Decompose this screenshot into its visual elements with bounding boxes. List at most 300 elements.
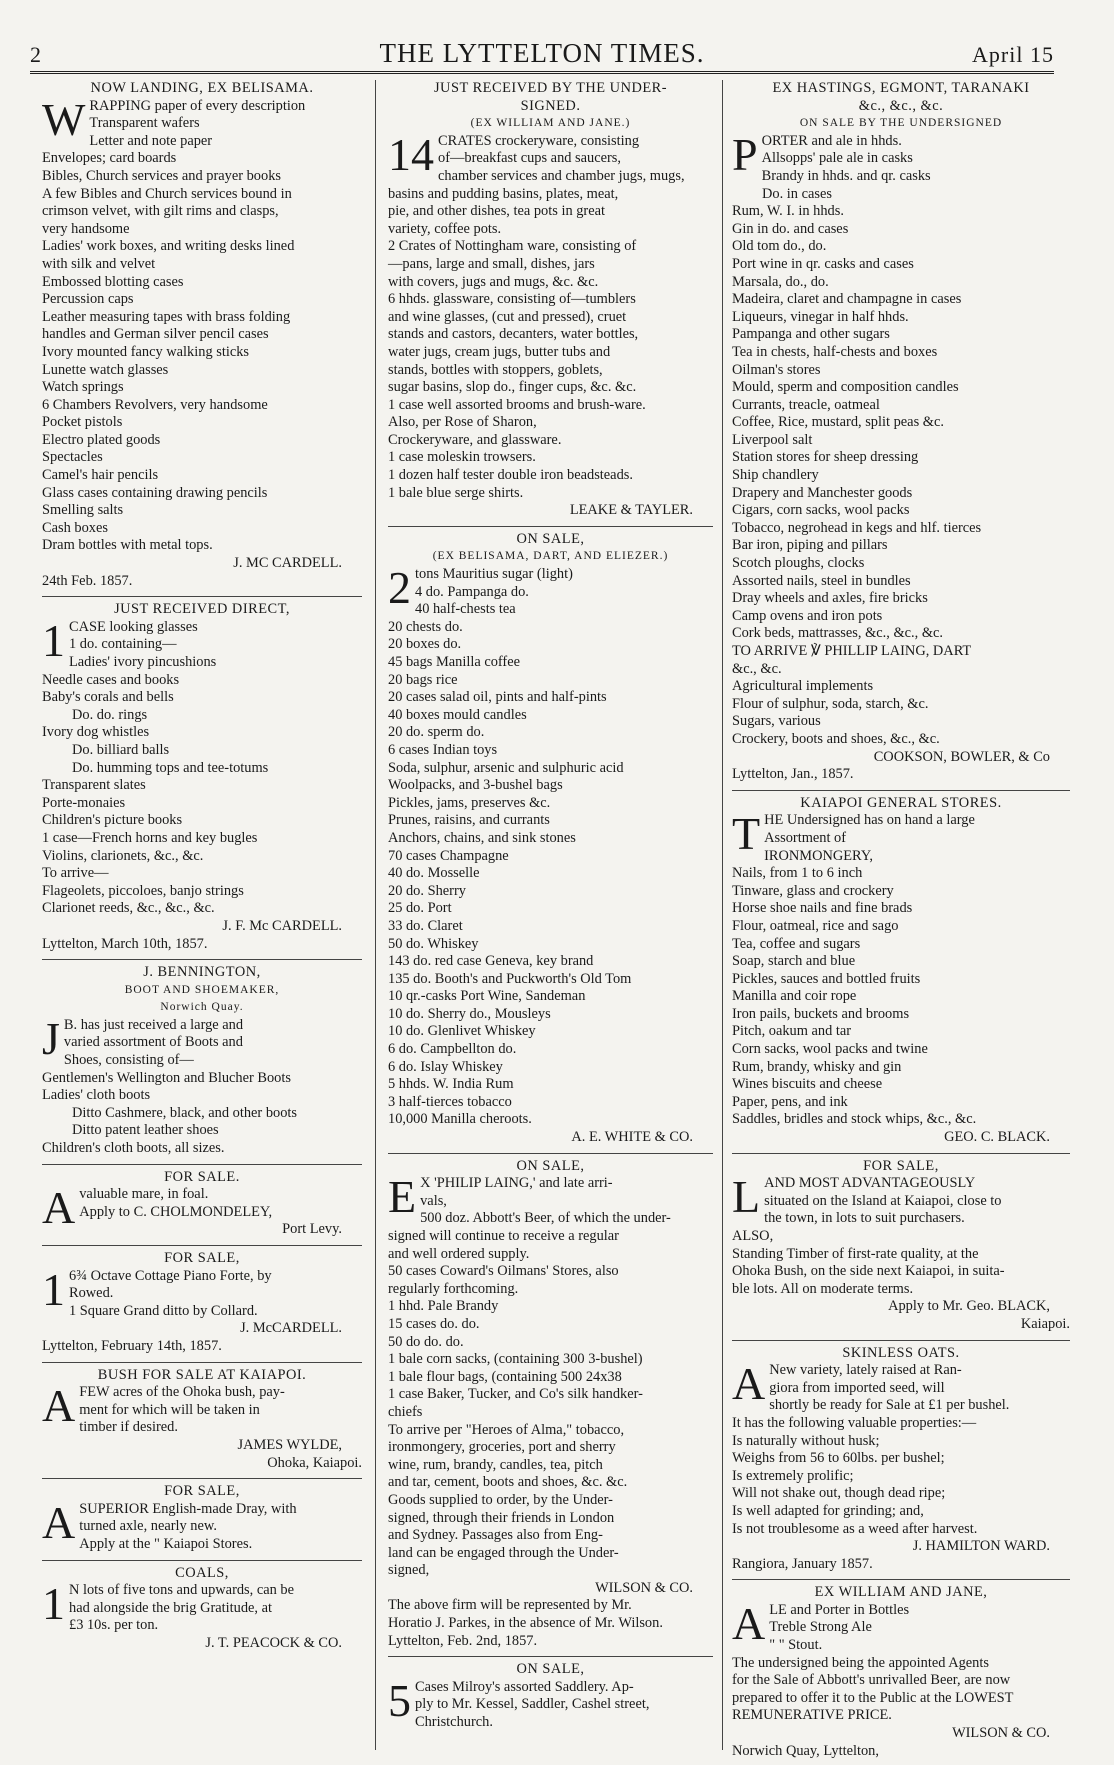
ad-separator bbox=[42, 1245, 362, 1246]
ad-line: Christchurch. bbox=[415, 1714, 493, 1731]
ad-line: 6 do. Islay Whiskey bbox=[388, 1058, 503, 1075]
ad-line: Old tom do., do. bbox=[732, 238, 827, 255]
ad-line: X 'PHILIP LAING,' and late arri- bbox=[420, 1175, 613, 1192]
ad-heading: BUSH FOR SALE AT KAIAPOI. bbox=[97, 1366, 307, 1383]
ad-line: Bibles, Church services and prayer books bbox=[42, 167, 281, 184]
ad-line: Wines biscuits and cheese bbox=[732, 1076, 883, 1093]
ad-line: Cash boxes bbox=[42, 519, 108, 536]
ad-line: Flour, oatmeal, rice and sago bbox=[732, 917, 899, 934]
ad-line: the town, in lots to suit purchasers. bbox=[764, 1210, 965, 1227]
ad-line: Goods supplied to order, by the Under- bbox=[388, 1491, 613, 1508]
column-divider bbox=[375, 80, 376, 1750]
ad-line: Assorted nails, steel in bundles bbox=[732, 572, 911, 589]
ad-line: Electro plated goods bbox=[42, 431, 161, 448]
ad-heading: COALS, bbox=[175, 1564, 229, 1581]
ad-line: 1 hhd. Pale Brandy bbox=[388, 1298, 499, 1315]
ad-line: CASE looking glasses bbox=[69, 618, 198, 635]
ad-line: Apply at the " Kaiapoi Stores. bbox=[79, 1535, 253, 1552]
ad-separator bbox=[42, 959, 362, 960]
ad-line: Watch springs bbox=[42, 379, 124, 396]
ad-line: Pampanga and other sugars bbox=[732, 326, 890, 343]
ad-signature-place: Ohoka, Kaiapoi. bbox=[267, 1454, 362, 1471]
ad-line: Rum, brandy, whisky and gin bbox=[732, 1058, 902, 1075]
ad-line: LE and Porter in Bottles bbox=[769, 1601, 910, 1618]
ad-line: and wine glasses, (cut and pressed), cruet bbox=[388, 308, 627, 325]
drop-capital: 14 bbox=[388, 128, 434, 180]
drop-capital: J bbox=[42, 1012, 60, 1064]
advertisement bbox=[42, 964, 362, 1158]
ad-line: Soap, starch and blue bbox=[732, 953, 856, 970]
ad-heading: JUST RECEIVED BY THE UNDER- bbox=[433, 80, 668, 96]
ad-signature: J. T. PEACOCK & CO. bbox=[205, 1634, 342, 1651]
ad-line: turned axle, nearly new. bbox=[79, 1518, 217, 1535]
ad-line: 1 Square Grand ditto by Collard. bbox=[69, 1302, 258, 1319]
ad-line: shortly be ready for Sale at £1 per bushel. bbox=[769, 1397, 1010, 1414]
ad-date: Lyttelton, March 10th, 1857. bbox=[42, 935, 208, 952]
ad-line: Allsopps' pale ale in casks bbox=[761, 150, 913, 167]
ad-heading: ON SALE, bbox=[516, 1661, 585, 1678]
ad-line: Cases Milroy's assorted Saddlery. Ap- bbox=[415, 1678, 634, 1695]
ad-separator bbox=[732, 1579, 1070, 1580]
ad-line: signed, bbox=[388, 1562, 430, 1579]
ad-line: Tinware, glass and crockery bbox=[732, 882, 894, 899]
advertisement bbox=[42, 1169, 362, 1239]
ad-line: 6 hhds. glassware, consisting of—tumblers bbox=[388, 291, 636, 308]
ad-line: 20 do. sperm do. bbox=[388, 724, 485, 741]
ad-signature: J. MC CARDELL. bbox=[233, 555, 342, 572]
ad-subheading: (EX BELISAMA, DART, AND ELIEZER.) bbox=[432, 550, 669, 563]
ad-line: Shoes, consisting of— bbox=[63, 1052, 194, 1069]
ad-line: Children's cloth boots, all sizes. bbox=[42, 1140, 225, 1157]
ad-line: 1 dozen half tester double iron beadsteads. bbox=[388, 467, 633, 484]
ad-line: chamber services and chamber jugs, mugs, bbox=[438, 167, 685, 184]
ad-line: HE Undersigned has on hand a large bbox=[764, 812, 975, 829]
ad-line: wine, rum, brandy, candles, tea, pitch bbox=[388, 1456, 603, 1473]
ad-line: Flour of sulphur, soda, starch, &c. bbox=[732, 695, 929, 712]
ad-line: Tobacco, negrohead in kegs and hlf. tierces bbox=[732, 519, 982, 536]
ad-line: 25 do. Port bbox=[388, 900, 452, 917]
ad-line: handles and German silver pencil cases bbox=[42, 326, 269, 343]
ad-signature: Port Levy. bbox=[282, 1221, 342, 1238]
drop-capital: A bbox=[42, 1182, 76, 1234]
ad-line: Soda, sulphur, arsenic and sulphuric acid bbox=[388, 759, 624, 776]
ad-line: crimson velvet, with gilt rims and clasps, bbox=[42, 203, 279, 220]
ad-line: Leather measuring tapes with brass folding bbox=[42, 308, 291, 325]
ad-line: Gentlemen's Wellington and Blucher Boots bbox=[42, 1069, 291, 1086]
ad-line: Violins, clarionets, &c., &c. bbox=[42, 847, 204, 864]
ad-line: CRATES crockeryware, consisting bbox=[438, 132, 640, 149]
ad-line: Mould, sperm and composition candles bbox=[732, 379, 959, 396]
drop-capital: T bbox=[732, 808, 761, 860]
ad-line: Horatio J. Parkes, in the absence of Mr. Wilson. bbox=[388, 1615, 663, 1632]
ad-line: 50 do. Whiskey bbox=[388, 935, 479, 952]
drop-capital: 1 bbox=[42, 1263, 65, 1315]
newspaper-title: THE LYTTELTON TIMES. bbox=[379, 38, 705, 68]
ad-line: Assortment of bbox=[764, 829, 847, 846]
ad-line: 6¾ Octave Cottage Piano Forte, by bbox=[69, 1267, 272, 1284]
ad-subheading: (EX WILLIAM AND JANE.) bbox=[470, 117, 631, 130]
ad-separator bbox=[732, 790, 1070, 791]
ad-line: giora from imported seed, will bbox=[769, 1379, 945, 1396]
ad-signature: J. McCARDELL. bbox=[240, 1320, 342, 1337]
ad-line: New variety, lately raised at Ran- bbox=[769, 1362, 962, 1379]
ad-line: " " Stout. bbox=[769, 1637, 823, 1654]
ad-signature: GEO. C. BLACK. bbox=[944, 1129, 1050, 1146]
ad-line: 20 chests do. bbox=[388, 618, 463, 635]
ad-date: Norwich Quay, Lyttelton, bbox=[732, 1742, 879, 1759]
ad-line: Madeira, claret and champagne in cases bbox=[732, 291, 962, 308]
ad-line: 1 case Baker, Tucker, and Co's silk handker- bbox=[388, 1386, 643, 1403]
ad-line: Ditto patent leather shoes bbox=[72, 1122, 219, 1139]
ad-line: Will not shake out, though dead ripe; bbox=[732, 1485, 946, 1502]
ad-signature: COOKSON, BOWLER, & Co bbox=[873, 748, 1050, 765]
column-1 bbox=[42, 80, 362, 1750]
advertisement bbox=[42, 80, 362, 590]
ad-line: Drapery and Manchester goods bbox=[732, 484, 913, 501]
ad-heading: KAIAPOI GENERAL STORES. bbox=[800, 794, 1002, 811]
ad-line: 4 do. Pampanga do. bbox=[415, 583, 529, 600]
ad-separator bbox=[732, 1153, 1070, 1154]
ad-line: Camel's hair pencils bbox=[42, 467, 159, 484]
ad-line: 10 do. Sherry do., Mousleys bbox=[388, 1005, 551, 1022]
ad-line: 1 bale corn sacks, (containing 300 3-bushel) bbox=[388, 1351, 643, 1368]
ad-line: Treble Strong Ale bbox=[769, 1619, 872, 1636]
ad-line: Brandy in hhds. and qr. casks bbox=[761, 167, 931, 184]
drop-capital: A bbox=[732, 1358, 766, 1410]
ad-line: Crockery, boots and shoes, &c., &c. bbox=[732, 730, 940, 747]
ad-date: 24th Feb. 1857. bbox=[42, 572, 133, 589]
ad-heading-cont: SIGNED. bbox=[520, 97, 581, 114]
ad-line: Pitch, oakum and tar bbox=[732, 1023, 852, 1040]
ad-line: Percussion caps bbox=[42, 291, 134, 308]
advertisement bbox=[732, 1158, 1070, 1334]
ad-signature: LEAKE & TAYLER. bbox=[569, 502, 693, 519]
ad-line: Currants, treacle, oatmeal bbox=[732, 396, 880, 413]
ad-line: RAPPING paper of every description bbox=[89, 97, 306, 114]
ad-line: Iron pails, buckets and brooms bbox=[732, 1005, 910, 1022]
ad-line: 6 Chambers Revolvers, very handsome bbox=[42, 396, 268, 413]
ad-line: 143 do. red case Geneva, key brand bbox=[388, 953, 594, 970]
ad-line: Gin in do. and cases bbox=[732, 220, 849, 237]
ad-heading: EX WILLIAM AND JANE, bbox=[814, 1584, 988, 1601]
ad-line: To arrive— bbox=[42, 865, 109, 882]
advertisement bbox=[42, 1483, 362, 1553]
ad-separator bbox=[388, 1153, 713, 1154]
ad-line: 1 do. containing— bbox=[69, 636, 177, 653]
drop-capital: 5 bbox=[388, 1674, 411, 1726]
ad-line: To arrive per "Heroes of Alma," tobacco, bbox=[388, 1421, 625, 1438]
ad-heading: ON SALE, bbox=[516, 530, 585, 547]
ad-signature: WILSON & CO. bbox=[952, 1725, 1050, 1742]
ad-line: Port wine in qr. casks and cases bbox=[732, 255, 914, 272]
ad-line: 135 do. Booth's and Puckworth's Old Tom bbox=[388, 970, 632, 987]
ad-line: Rum, W. I. in hhds. bbox=[732, 203, 844, 220]
ad-line: REMUNERATIVE PRICE. bbox=[732, 1707, 892, 1724]
ad-subheading: ON SALE BY THE UNDERSIGNED bbox=[799, 117, 1003, 130]
ad-line: and well ordered supply. bbox=[388, 1245, 530, 1262]
ad-line: AND MOST ADVANTAGEOUSLY bbox=[764, 1175, 976, 1192]
ad-line: Flageolets, piccoloes, banjo strings bbox=[42, 882, 244, 899]
ad-line: 20 cases salad oil, pints and half-pints bbox=[388, 689, 607, 706]
advertisement bbox=[42, 601, 362, 953]
advertisement bbox=[388, 531, 713, 1147]
ad-line: Ship chandlery bbox=[732, 467, 819, 484]
ad-line: Transparent wafers bbox=[89, 115, 200, 132]
ad-line: Rowed. bbox=[69, 1285, 114, 1302]
advertisement bbox=[388, 1661, 713, 1731]
ad-line: 70 cases Champagne bbox=[388, 847, 509, 864]
ad-line: and tar, cement, boots and shoes, &c. &c. bbox=[388, 1474, 628, 1491]
drop-capital: A bbox=[732, 1597, 766, 1649]
ad-line: Ivory mounted fancy walking sticks bbox=[42, 343, 250, 360]
issue-date: April 15 bbox=[972, 42, 1054, 67]
ad-line: IRONMONGERY, bbox=[764, 847, 873, 864]
ad-line: Anchors, chains, and sink stones bbox=[388, 829, 576, 846]
ad-line: pie, and other dishes, tea pots in great bbox=[388, 203, 605, 220]
ad-line: Paper, pens, and ink bbox=[732, 1093, 848, 1110]
ad-line: 50 cases Coward's Oilmans' Stores, also bbox=[388, 1263, 619, 1280]
ad-line: regularly forthcoming. bbox=[388, 1280, 519, 1297]
ad-line: Bar iron, piping and pillars bbox=[732, 537, 888, 554]
ad-line: 3 half-tierces tobacco bbox=[388, 1093, 512, 1110]
ad-line: and Sydney. Passages also from Eng- bbox=[388, 1527, 603, 1544]
ad-line: 5 hhds. W. India Rum bbox=[388, 1076, 514, 1093]
ad-line: Manilla and coir rope bbox=[732, 988, 857, 1005]
advertisement bbox=[732, 795, 1070, 1147]
ad-signature: Apply to Mr. Geo. BLACK, bbox=[888, 1298, 1050, 1315]
ad-line: chiefs bbox=[388, 1403, 423, 1420]
ad-line: 20 bags rice bbox=[388, 671, 458, 688]
ad-line: &c., &c. bbox=[732, 660, 782, 677]
ad-line: 10 do. Glenlivet Whiskey bbox=[388, 1023, 536, 1040]
ad-line: Crockeryware, and glassware. bbox=[388, 431, 562, 448]
ad-date: Lyttelton, February 14th, 1857. bbox=[42, 1337, 222, 1354]
ad-line: varied assortment of Boots and bbox=[63, 1034, 243, 1051]
ad-signature: J. HAMILTON WARD. bbox=[912, 1538, 1050, 1555]
ad-line: 33 do. Claret bbox=[388, 917, 463, 934]
ad-line: of—breakfast cups and saucers, bbox=[438, 150, 622, 167]
ad-line: Embossed blotting cases bbox=[42, 273, 184, 290]
ad-heading: SKINLESS OATS. bbox=[842, 1344, 960, 1361]
drop-capital: E bbox=[388, 1171, 417, 1223]
ad-line: water jugs, cream jugs, butter tubs and bbox=[388, 343, 611, 360]
ad-signature: WILSON & CO. bbox=[595, 1579, 693, 1596]
ad-line: 1 case moleskin trowsers. bbox=[388, 449, 536, 466]
ad-signature: A. E. WHITE & CO. bbox=[571, 1129, 693, 1146]
ad-line: signed, through their friends in London bbox=[388, 1509, 615, 1526]
ad-heading: J. BENNINGTON, bbox=[143, 964, 261, 981]
column-2 bbox=[388, 80, 713, 1750]
ad-signature: J. F. Mc CARDELL. bbox=[222, 917, 342, 934]
ad-line: 6 do. Campbellton do. bbox=[388, 1041, 517, 1058]
ad-line: Cigars, corn sacks, wool packs bbox=[732, 502, 910, 519]
ad-line: 1 case—French horns and key bugles bbox=[42, 829, 258, 846]
ad-line: Is naturally without husk; bbox=[732, 1432, 880, 1449]
ad-line: 20 do. Sherry bbox=[388, 882, 466, 899]
page-number: 2 bbox=[30, 42, 41, 67]
ad-line: Also, per Rose of Sharon, bbox=[388, 414, 537, 431]
ad-line: Standing Timber of first-rate quality, at the bbox=[732, 1245, 979, 1262]
ad-line: Woolpacks, and 3-bushel bags bbox=[388, 777, 563, 794]
drop-capital: 1 bbox=[42, 1578, 65, 1630]
ad-heading: FOR SALE. bbox=[164, 1168, 240, 1185]
ad-line: stands and castors, decanters, water bottles, bbox=[388, 326, 639, 343]
ad-line: Apply to C. CHOLMONDELEY, bbox=[79, 1203, 273, 1220]
ad-line: Horse shoe nails and fine brads bbox=[732, 900, 913, 917]
advertisement bbox=[42, 1565, 362, 1653]
drop-capital: 2 bbox=[388, 562, 411, 614]
ad-line: ply to Mr. Kessel, Saddler, Cashel street, bbox=[415, 1696, 650, 1713]
ad-line: tons Mauritius sugar (light) bbox=[415, 566, 573, 583]
ad-line: N lots of five tons and upwards, can be bbox=[69, 1582, 295, 1599]
ad-line: SUPERIOR English-made Dray, with bbox=[79, 1500, 297, 1517]
ad-heading-cont: &c., &c., &c. bbox=[858, 97, 944, 114]
advertisement bbox=[732, 1584, 1070, 1760]
ad-line: It has the following valuable properties:— bbox=[732, 1414, 977, 1431]
ad-line: TO ARRIVE ℣ PHILLIP LAING, DART bbox=[732, 643, 972, 659]
ad-line: ironmongery, groceries, port and sherry bbox=[388, 1439, 616, 1456]
ad-line: 40 half-chests tea bbox=[415, 601, 516, 618]
ad-line: Letter and note paper bbox=[89, 132, 213, 149]
ad-line: Envelopes; card boards bbox=[42, 150, 177, 167]
ad-line: very handsome bbox=[42, 220, 130, 237]
ad-line: Baby's corals and bells bbox=[42, 689, 174, 706]
ad-line: Do. in cases bbox=[762, 185, 832, 202]
ad-signature-place: Kaiapoi. bbox=[1020, 1315, 1070, 1332]
ad-line: for the Sale of Abbott's unrivalled Beer, are now bbox=[732, 1672, 1011, 1689]
masthead bbox=[30, 38, 1054, 74]
ad-line: sugar basins, slop do., finger cups, &c. &c. bbox=[388, 379, 637, 396]
ad-line: Camp ovens and iron pots bbox=[732, 607, 883, 624]
ad-line: had alongside the brig Gratitude, at bbox=[69, 1599, 273, 1616]
ad-line: 20 boxes do. bbox=[388, 636, 462, 653]
ad-line: A few Bibles and Church services bound in bbox=[42, 185, 292, 202]
ad-line: Saddles, bridles and stock whips, &c., &c. bbox=[732, 1111, 977, 1128]
ad-separator bbox=[388, 1656, 713, 1657]
ad-line: 40 boxes mould candles bbox=[388, 706, 527, 723]
ad-line: with covers, jugs and mugs, &c. &c. bbox=[388, 273, 599, 290]
ad-line: ment for which will be taken in bbox=[79, 1401, 260, 1418]
ad-line: 500 doz. Abbott's Beer, of which the under- bbox=[420, 1210, 671, 1227]
ad-heading: ON SALE, bbox=[516, 1157, 585, 1174]
ad-line: The above firm will be represented by Mr. bbox=[388, 1597, 632, 1614]
ad-heading: FOR SALE, bbox=[164, 1250, 240, 1266]
ad-line: Tea, coffee and sugars bbox=[732, 935, 861, 952]
ad-separator bbox=[42, 596, 362, 597]
ad-line: prepared to offer it to the Public at the LOWEST bbox=[732, 1689, 1014, 1706]
ad-line: ORTER and ale in hhds. bbox=[761, 132, 902, 149]
drop-capital: L bbox=[732, 1171, 761, 1223]
ad-heading: JUST RECEIVED DIRECT, bbox=[114, 601, 290, 618]
ad-heading: FOR SALE, bbox=[863, 1157, 939, 1174]
ad-line: Clarionet reeds, &c., &c., &c. bbox=[42, 900, 215, 917]
ad-line: 1 bale flour bags, (containing 500 24x38 bbox=[388, 1368, 622, 1385]
ad-date: Rangiora, January 1857. bbox=[732, 1555, 873, 1572]
ad-line: Ladies' work boxes, and writing desks lined bbox=[42, 238, 295, 255]
ad-heading: NOW LANDING, EX BELISAMA. bbox=[90, 80, 314, 96]
ad-line: ALSO, bbox=[732, 1228, 774, 1244]
ad-signature: JAMES WYLDE, bbox=[237, 1436, 342, 1453]
ad-line: 10,000 Manilla cheroots. bbox=[388, 1111, 532, 1128]
ad-line: Pocket pistols bbox=[42, 414, 123, 431]
ad-line: Pickles, jams, preserves &c. bbox=[388, 794, 551, 811]
ad-line: Coffee, Rice, mustard, split peas &c. bbox=[732, 414, 944, 431]
ad-separator bbox=[42, 1560, 362, 1561]
ad-line: Dray wheels and axles, fire bricks bbox=[732, 590, 928, 607]
ad-line: Is well adapted for grinding; and, bbox=[732, 1502, 924, 1519]
drop-capital: 1 bbox=[42, 614, 65, 666]
advertisement bbox=[42, 1367, 362, 1473]
ad-line: basins and pudding basins, plates, meat, bbox=[388, 185, 619, 202]
advertisement bbox=[388, 1158, 713, 1651]
ad-heading: EX HASTINGS, EGMONT, TARANAKI bbox=[772, 80, 1030, 96]
ad-line: Dram bottles with metal tops. bbox=[42, 537, 213, 554]
ad-line: B. has just received a large and bbox=[63, 1016, 244, 1033]
ad-line: Prunes, raisins, and currants bbox=[388, 812, 550, 829]
ad-heading: FOR SALE, bbox=[164, 1483, 240, 1500]
ad-line: Ivory dog whistles bbox=[42, 724, 150, 741]
ad-line: Agricultural implements bbox=[732, 678, 874, 695]
ad-line: Pickles, sauces and bottled fruits bbox=[732, 970, 921, 987]
ad-line: land can be engaged through the Under- bbox=[388, 1544, 619, 1561]
column-3 bbox=[732, 80, 1070, 1759]
ad-line: Transparent slates bbox=[42, 777, 146, 794]
ad-line: Oilman's stores bbox=[732, 361, 821, 378]
advertisement bbox=[732, 1345, 1070, 1574]
ad-line: FEW acres of the Ohoka bush, pay- bbox=[79, 1384, 285, 1401]
ad-line: Do. do. rings bbox=[72, 706, 148, 723]
ad-line: £3 10s. per ton. bbox=[69, 1617, 159, 1634]
ad-date: Lyttelton, Jan., 1857. bbox=[732, 766, 854, 783]
ad-line: Smelling salts bbox=[42, 502, 124, 519]
ad-line: variety, coffee pots. bbox=[388, 220, 502, 237]
ad-line: The undersigned being the appointed Agents bbox=[732, 1654, 989, 1671]
ad-line: 15 cases do. do. bbox=[388, 1315, 480, 1332]
ad-line: Liverpool salt bbox=[732, 431, 813, 448]
ad-subheading: BOOT AND SHOEMAKER, bbox=[124, 983, 280, 996]
ad-separator bbox=[42, 1164, 362, 1165]
ad-line: 50 do do. do. bbox=[388, 1333, 464, 1350]
ad-line: Glass cases containing drawing pencils bbox=[42, 484, 268, 501]
advertisement bbox=[388, 80, 713, 520]
advertisement bbox=[42, 1250, 362, 1356]
ad-line: Needle cases and books bbox=[42, 671, 180, 688]
ad-line: 1 case well assorted brooms and brush-ware. bbox=[388, 396, 646, 413]
ad-line: vals, bbox=[420, 1192, 447, 1209]
ad-line: ble lots. All on moderate terms. bbox=[732, 1280, 914, 1297]
ad-line: valuable mare, in foal. bbox=[79, 1186, 209, 1203]
ad-line: Scotch ploughs, clocks bbox=[732, 555, 865, 572]
ad-line: Tea in chests, half-chests and boxes bbox=[732, 343, 938, 360]
ad-line: Weighs from 56 to 60lbs. per bushel; bbox=[732, 1450, 945, 1467]
ad-line: Ohoka Bush, on the side next Kaiapoi, in suita- bbox=[732, 1263, 1005, 1280]
ad-line: Lyttelton, Feb. 2nd, 1857. bbox=[388, 1632, 538, 1649]
ad-line: Ladies' cloth boots bbox=[42, 1087, 151, 1104]
ad-separator bbox=[42, 1362, 362, 1363]
ad-line: timber if desired. bbox=[79, 1419, 178, 1436]
ad-line: signed will continue to receive a regular bbox=[388, 1228, 619, 1244]
ad-line: Cork beds, mattrasses, &c., &c., &c. bbox=[732, 625, 944, 642]
advertisement bbox=[732, 80, 1070, 784]
ad-line: Liqueurs, vinegar in half hhds. bbox=[732, 308, 909, 325]
ad-line: with silk and velvet bbox=[42, 255, 156, 272]
ad-line: Sugars, various bbox=[732, 713, 821, 730]
ad-line: 1 bale blue serge shirts. bbox=[388, 484, 524, 501]
ad-separator bbox=[732, 1340, 1070, 1341]
ad-line: Children's picture books bbox=[42, 812, 183, 829]
column-divider bbox=[722, 80, 723, 1750]
ad-line: Is extremely prolific; bbox=[732, 1467, 854, 1484]
